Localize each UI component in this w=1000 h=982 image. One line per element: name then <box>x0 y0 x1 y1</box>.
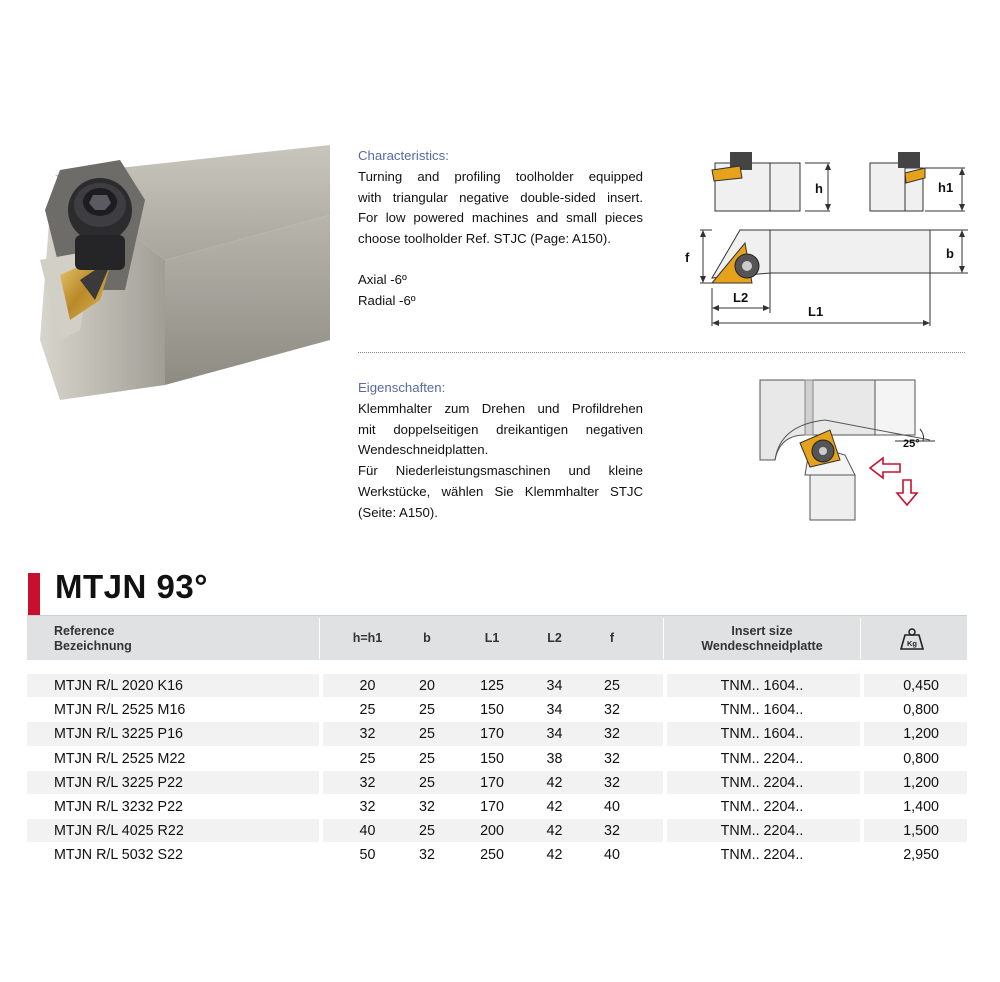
cell-f: 32 <box>604 702 620 719</box>
cell-f: 32 <box>604 750 620 767</box>
cell-f: 32 <box>604 774 620 791</box>
table-row <box>27 770 967 794</box>
cell-f: 32 <box>604 726 620 743</box>
description-line: For low powered machines and small pieces <box>358 210 643 226</box>
angle-label: 25° <box>903 438 920 450</box>
table-row <box>27 746 967 770</box>
cell-b: 25 <box>419 750 435 767</box>
cell-weight: 0,800 <box>903 750 939 767</box>
description-line: mit doppelseitigen dreikantigen negativen <box>358 421 643 437</box>
dimension-diagram <box>685 148 975 333</box>
label-h1: h1 <box>938 180 954 195</box>
product-title: MTJN 93° <box>55 568 208 605</box>
header-f: f <box>609 631 615 645</box>
cell-reference: MTJN R/L 3232 P22 <box>54 798 183 815</box>
label-b: b <box>946 246 954 261</box>
approach-angle-diagram <box>745 375 945 525</box>
header-insert-en: Insert size <box>731 623 793 638</box>
cell-insert: TNM.. 2204.. <box>720 750 804 767</box>
cell-weight: 1,500 <box>903 823 939 840</box>
cell-h: 32 <box>359 726 376 743</box>
label-l2: L2 <box>733 290 749 305</box>
description-german <box>358 378 643 524</box>
label-l1: L1 <box>808 304 824 319</box>
header-insert <box>677 616 847 661</box>
cell-insert: TNM.. 1604.. <box>720 702 804 719</box>
cell-f: 40 <box>604 798 620 815</box>
table-row <box>27 842 967 866</box>
cell-insert: TNM.. 2204.. <box>720 774 804 791</box>
header-b: b <box>423 631 431 645</box>
cell-b: 32 <box>419 798 435 815</box>
cell-weight: 1,200 <box>903 726 939 743</box>
cell-b: 32 <box>419 847 435 864</box>
cell-l1: 125 <box>480 678 504 694</box>
header-reference-en: Reference <box>54 623 115 638</box>
weight-icon-label: Kg <box>907 638 917 648</box>
cell-h: 25 <box>359 750 376 767</box>
header-l1: L1 <box>484 631 500 645</box>
header-reference-de: Bezeichnung <box>54 638 132 653</box>
cell-weight: 0,800 <box>903 702 939 719</box>
cell-h: 32 <box>359 774 376 791</box>
cell-l1: 170 <box>480 726 504 743</box>
cell-insert: TNM.. 1604.. <box>720 678 804 694</box>
cell-weight: 2,950 <box>903 847 939 864</box>
weight-icon <box>900 628 924 650</box>
cell-reference: MTJN R/L 3225 P16 <box>54 726 183 743</box>
header-reference <box>54 616 132 661</box>
cell-l1: 170 <box>480 798 504 815</box>
header-l2: L2 <box>547 631 562 645</box>
description-line: Klemmhalter zum Drehen und Profildrehen <box>358 400 643 416</box>
cell-b: 25 <box>419 702 435 719</box>
header-h: h=h1 <box>352 631 383 645</box>
cell-l1: 150 <box>480 750 504 767</box>
toolholder-photo <box>25 140 330 410</box>
cell-h: 25 <box>359 702 376 719</box>
cell-weight: 1,400 <box>903 798 939 815</box>
cell-weight: 0,450 <box>903 678 939 694</box>
description-line: choose toolholder Ref. STJC (Page: A150). <box>358 231 611 247</box>
cell-reference: MTJN R/L 2525 M22 <box>54 750 186 767</box>
cell-insert: TNM.. 2204.. <box>720 847 804 864</box>
cell-l2: 34 <box>546 678 563 694</box>
cell-l2: 42 <box>546 847 563 864</box>
table-row <box>27 697 967 721</box>
description-line: with triangular negative double-sided insert. <box>358 189 643 205</box>
cell-l1: 150 <box>480 702 504 719</box>
label-h: h <box>815 181 823 196</box>
cell-h: 50 <box>359 847 376 864</box>
description-english <box>358 146 643 312</box>
table-row <box>27 818 967 842</box>
table-row <box>27 721 967 745</box>
cell-insert: TNM.. 1604.. <box>720 726 804 743</box>
table-header <box>27 615 967 660</box>
header-insert-de: Wendeschneidplatte <box>701 638 823 653</box>
axial-angle: Axial -6º <box>358 271 407 287</box>
cell-l2: 34 <box>546 702 563 719</box>
cell-l2: 38 <box>546 750 563 767</box>
table-body <box>27 673 967 867</box>
description-line: Wendeschneidplatten. <box>358 442 489 458</box>
description-line: Turning and profiling toolholder equipped <box>358 168 643 184</box>
table-row <box>27 673 967 697</box>
cell-reference: MTJN R/L 2020 K16 <box>54 678 183 694</box>
header-weight <box>882 616 942 661</box>
cell-reference: MTJN R/L 3225 P22 <box>54 774 183 791</box>
cell-reference: MTJN R/L 5032 S22 <box>54 847 183 864</box>
title-accent-bar <box>28 573 40 615</box>
eigenschaften-heading: Eigenschaften: <box>358 380 446 395</box>
cell-b: 25 <box>419 823 435 840</box>
characteristics-heading: Characteristics: <box>358 148 449 163</box>
cell-f: 40 <box>604 847 620 864</box>
label-f: f <box>685 250 690 265</box>
specifications-table <box>27 615 967 867</box>
cell-l1: 170 <box>480 774 504 791</box>
cell-l1: 250 <box>480 847 504 864</box>
cell-f: 32 <box>604 823 620 840</box>
description-line: (Seite: A150). <box>358 504 438 520</box>
cell-l2: 42 <box>546 798 563 815</box>
cell-b: 20 <box>419 678 435 694</box>
cell-b: 25 <box>419 726 435 743</box>
cell-reference: MTJN R/L 4025 R22 <box>54 823 184 840</box>
table-row <box>27 794 967 818</box>
cell-weight: 1,200 <box>903 774 939 791</box>
cell-l1: 200 <box>480 823 504 840</box>
cell-h: 32 <box>359 798 376 815</box>
cell-l2: 42 <box>546 823 563 840</box>
cell-f: 25 <box>604 678 620 694</box>
radial-angle: Radial -6º <box>358 292 416 308</box>
cell-b: 25 <box>419 774 435 791</box>
cell-l2: 34 <box>546 726 563 743</box>
cell-h: 20 <box>359 678 376 694</box>
cell-reference: MTJN R/L 2525 M16 <box>54 702 186 719</box>
description-line: Für Niederleistungsmaschinen und kleine <box>358 463 643 479</box>
cell-h: 40 <box>359 823 376 840</box>
description-line: Werkstücke, wählen Sie Klemmhalter STJC <box>358 483 643 499</box>
cell-insert: TNM.. 2204.. <box>720 798 804 815</box>
cell-insert: TNM.. 2204.. <box>720 823 804 840</box>
cell-l2: 42 <box>546 774 563 791</box>
section-divider <box>358 352 965 353</box>
